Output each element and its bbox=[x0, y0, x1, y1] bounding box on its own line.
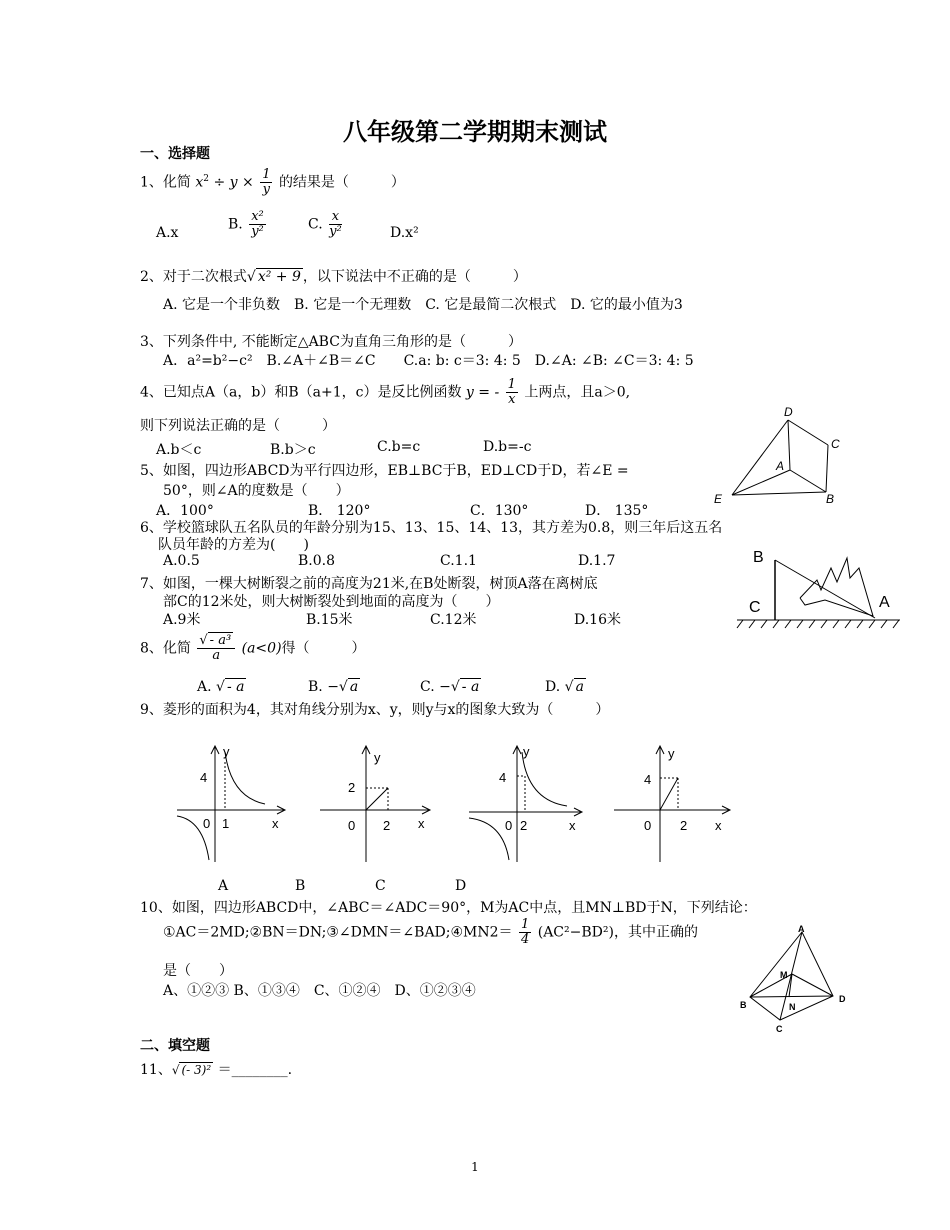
q8-suffix: 得（ ） bbox=[281, 640, 366, 657]
q9-graph-b bbox=[318, 742, 438, 867]
q11-prefix: 11、 bbox=[140, 1062, 172, 1078]
q9-graph-c-x-label: x bbox=[569, 818, 576, 833]
q7-option-b: B.15米 bbox=[306, 612, 353, 628]
q2-suffix: ，以下说法中不正确的是（ ） bbox=[302, 269, 527, 285]
q9-graph-c-origin: 0 bbox=[505, 818, 513, 833]
q7-line2: 部C的12米处，则大树断裂处到地面的高度为（ ） bbox=[163, 594, 500, 610]
q9-letter-c: C bbox=[375, 878, 386, 894]
q10-quadrilateral-figure bbox=[735, 922, 855, 1037]
q11-suffix: ＝________. bbox=[217, 1062, 293, 1078]
q8-option-a-label: A. bbox=[197, 679, 212, 695]
q4-option-b: B.b＞c bbox=[270, 442, 316, 458]
q2-options: A. 它是一个非负数 B. 它是一个无理数 C. 它是最简二次根式 D. 它的最小值为3 bbox=[163, 297, 683, 313]
q4-frac-den: x bbox=[508, 392, 516, 407]
question-11: 11、√ (- 3)² ＝________. bbox=[140, 1062, 293, 1078]
q9-graph-b-ymark: 2 bbox=[348, 780, 356, 795]
q5-option-a: A．100° bbox=[156, 503, 214, 519]
q4-line2: 则下列说法正确的是（ ） bbox=[140, 418, 336, 434]
q5-line2: 50°，则∠A的度数是（ ） bbox=[163, 483, 350, 499]
q4-frac-num: 1 bbox=[507, 377, 516, 392]
question-8 bbox=[140, 634, 366, 663]
q8-fraction bbox=[197, 634, 235, 663]
q1-option-c-frac bbox=[329, 210, 342, 239]
q10-options: A、①②③ B、①③④ C、①②④ D、①②③④ bbox=[163, 983, 476, 999]
q4-suffix: 上两点，且a＞0, bbox=[524, 384, 631, 401]
q1-expr-base: x bbox=[195, 174, 204, 191]
q2-prefix: 2、对于二次根式 bbox=[140, 269, 247, 285]
q5-label-d: D bbox=[784, 405, 793, 419]
q8-option-a-radicand: - a bbox=[226, 679, 245, 695]
q1-fraction bbox=[260, 168, 272, 197]
q9-graph-c-y-label: y bbox=[523, 744, 530, 759]
q8-condition: (a<0) bbox=[241, 640, 282, 657]
q1-option-a: A.x bbox=[156, 225, 179, 241]
question-9: 9、菱形的面积为4，其对角线分别为x、y，则y与x的图象大致为（ ） bbox=[140, 702, 610, 718]
page-number: 1 bbox=[471, 1160, 479, 1174]
q1-expr-exp: 2 bbox=[203, 173, 210, 184]
q9-graph-a-y-label: y bbox=[223, 744, 230, 759]
q6-line2: 队员年龄的方差为( ) bbox=[158, 537, 309, 553]
q5-parallelogram-figure bbox=[700, 400, 860, 515]
question-7: 7、如图，一棵大树断裂之前的高度为21米,在B处断裂，树顶A落在离树底 bbox=[140, 576, 598, 592]
q11-radicand: (- 3)² bbox=[181, 1063, 212, 1077]
q9-graph-d-origin: 0 bbox=[644, 818, 652, 833]
question-4 bbox=[140, 378, 630, 407]
q8-option-b-label: B. − bbox=[308, 679, 339, 695]
q8-option-a: A. √ - a bbox=[197, 679, 245, 695]
q4-option-c: C.b=c bbox=[377, 439, 421, 455]
q8-option-c-label: C. − bbox=[420, 679, 451, 695]
q9-graph-a-x-label: x bbox=[272, 816, 279, 831]
q7-option-c: C.12米 bbox=[430, 612, 477, 628]
q8-option-b-radicand: a bbox=[349, 679, 359, 695]
q8-option-d-radicand: a bbox=[575, 679, 584, 695]
q4-function-left: y = - bbox=[465, 384, 500, 401]
q10-label-c: C bbox=[776, 1024, 783, 1034]
q9-graph-a-ymark: 4 bbox=[200, 770, 208, 785]
q10-line2-suffix: (AC²−BD²)，其中正确的 bbox=[537, 924, 698, 941]
q9-graph-d-ymark: 4 bbox=[644, 772, 652, 787]
q1-option-d: D.x² bbox=[390, 225, 419, 241]
q9-graph-a-origin: 0 bbox=[203, 816, 211, 831]
q10-label-a: A bbox=[798, 924, 805, 934]
q1-option-c-den: y² bbox=[329, 224, 342, 239]
question-6: 6、学校篮球队五名队员的年龄分别为15、13、15、14、13，其方差为0.8，则三年后这五名 bbox=[140, 520, 723, 536]
q1-expr-rest: ÷ y × bbox=[209, 174, 254, 191]
q10-line2-prefix: ①AC＝2MD;②BN＝DN;③∠DMN＝∠BAD;④MN2＝ bbox=[163, 924, 513, 941]
q5-option-d: D． 135° bbox=[585, 503, 649, 519]
q10-fraction bbox=[519, 918, 531, 947]
question-5: 5、如图，四边形ABCD为平行四边形，EB⊥BC于B，ED⊥CD于D，若∠E = bbox=[140, 463, 629, 479]
q9-graph-a-xmark: 1 bbox=[222, 816, 230, 831]
q10-label-d: D bbox=[839, 994, 846, 1004]
q6-option-d: D.1.7 bbox=[578, 553, 616, 569]
q9-letter-b: B bbox=[295, 878, 306, 894]
q8-option-c-radicand: - a bbox=[461, 679, 480, 695]
q9-graph-b-x-label: x bbox=[418, 816, 425, 831]
q1-option-c-num: x bbox=[329, 210, 342, 225]
q1-option-b bbox=[228, 210, 268, 239]
q1-option-b-label: B. bbox=[228, 216, 243, 233]
q8-option-b: B. −√ a bbox=[308, 679, 359, 695]
q5-label-b: B bbox=[826, 492, 835, 506]
q1-frac-den: y bbox=[262, 182, 271, 197]
q3-options: A．a²=b²−c² B.∠A＋∠B＝∠C C.a: b: c＝3: 4: 5 D.∠A: ∠B: ∠C＝3: 4: 5 bbox=[163, 353, 694, 369]
q4-option-d: D.b=-c bbox=[483, 439, 532, 455]
q1-option-c bbox=[308, 210, 344, 239]
q7-label-b: B bbox=[753, 549, 764, 566]
q9-graph-b-y-label: y bbox=[374, 750, 381, 765]
q1-suffix: 的结果是（ ） bbox=[278, 174, 405, 191]
q9-letter-a: A bbox=[218, 878, 229, 894]
q10-frac-num: 1 bbox=[521, 917, 530, 932]
q4-fraction bbox=[506, 378, 518, 407]
q10-frac-den: 4 bbox=[521, 932, 530, 947]
q9-graph-d-x-label: x bbox=[715, 818, 722, 833]
q7-broken-tree-figure bbox=[735, 540, 905, 635]
q9-letter-d: D bbox=[455, 878, 467, 894]
q8-option-c: C. −√ - a bbox=[420, 679, 480, 695]
q8-frac-den: a bbox=[212, 648, 221, 663]
q6-option-a: A.0.5 bbox=[163, 553, 200, 569]
q7-option-d: D.16米 bbox=[574, 612, 621, 628]
q8-option-d-label: D. bbox=[545, 679, 561, 695]
q8-frac-num-radicand: - a³ bbox=[209, 633, 232, 648]
q7-label-c: C bbox=[749, 599, 761, 616]
q5-option-b: B． 120° bbox=[308, 503, 371, 519]
q1-frac-num: 1 bbox=[262, 167, 271, 182]
q1-option-b-num: x² bbox=[251, 209, 264, 224]
q7-option-a: A.9米 bbox=[163, 612, 201, 628]
q9-graph-d-xmark: 2 bbox=[680, 818, 688, 833]
q5-label-c: C bbox=[831, 437, 840, 451]
section-heading-fill: 二、填空题 bbox=[140, 1038, 210, 1054]
question-1 bbox=[140, 168, 405, 197]
page-title: 八年级第二学期期末测试 bbox=[343, 117, 607, 146]
question-3: 3、下列条件中, 不能断定△ABC为直角三角形的是（ ） bbox=[140, 334, 522, 350]
q6-option-c: C.1.1 bbox=[440, 553, 477, 569]
q4-option-a: A.b＜c bbox=[156, 442, 202, 458]
q6-option-b: B.0.8 bbox=[298, 553, 336, 569]
q9-graph-c-xmark: 2 bbox=[520, 818, 528, 833]
q9-graph-d bbox=[612, 742, 737, 867]
q10-label-n: N bbox=[789, 1002, 796, 1012]
q10-line2 bbox=[163, 918, 698, 947]
q9-graph-b-xmark: 2 bbox=[383, 818, 391, 833]
question-10: 10、如图，四边形ABCD中，∠ABC＝∠ADC＝90°，M为AC中点，且MN⊥BD于N，下列结论： bbox=[140, 900, 757, 916]
q7-label-a: A bbox=[879, 594, 890, 611]
q5-label-e: E bbox=[714, 492, 723, 506]
q9-graph-b-origin: 0 bbox=[348, 818, 356, 833]
q1-prefix: 1、化简 bbox=[140, 174, 191, 191]
q10-label-b: B bbox=[740, 1000, 747, 1010]
section-heading-choice: 一、选择题 bbox=[140, 146, 210, 162]
q1-option-b-frac bbox=[249, 210, 266, 239]
q10-label-m: M bbox=[780, 970, 788, 980]
q1-option-c-label: C. bbox=[308, 216, 323, 233]
q10-line3: 是（ ） bbox=[163, 963, 233, 979]
q9-graph-d-y-label: y bbox=[668, 746, 675, 761]
q9-graph-c bbox=[467, 742, 592, 867]
q5-label-a: A bbox=[776, 459, 785, 473]
q8-prefix: 8、化简 bbox=[140, 640, 191, 657]
q2-radicand: x² + 9 bbox=[257, 269, 301, 285]
question-2: 2、对于二次根式√ x² + 9 ，以下说法中不正确的是（ ） bbox=[140, 269, 527, 285]
q5-option-c: C．130° bbox=[470, 503, 529, 519]
q1-option-b-den: y² bbox=[251, 224, 264, 239]
q8-option-d: D. √ a bbox=[545, 679, 584, 695]
q8-frac-num: √ - a³ bbox=[197, 634, 235, 649]
q4-prefix: 4、已知点A（a，b）和B（a+1，c）是反比例函数 bbox=[140, 384, 462, 401]
q9-graph-c-ymark: 4 bbox=[499, 770, 507, 785]
q9-graph-a bbox=[175, 742, 295, 867]
